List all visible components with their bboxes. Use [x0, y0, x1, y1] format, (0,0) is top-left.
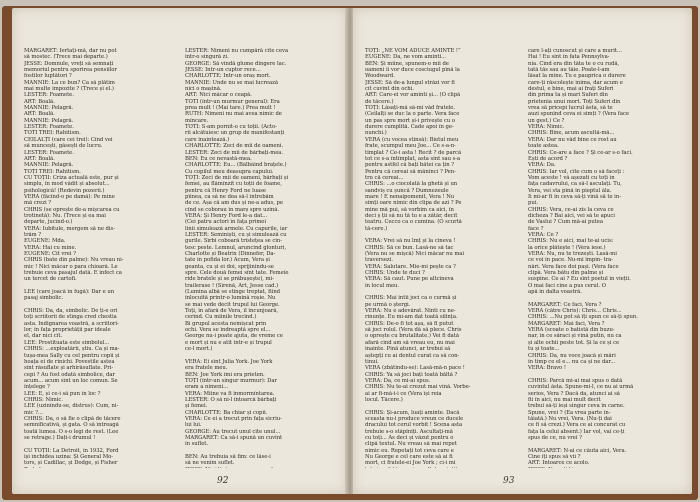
text-line: locul. Tăcere.) — [365, 396, 403, 403]
text-line: hoața ei de rinichi. Povestile astea — [24, 358, 115, 365]
text-line: LEE (care joacă în fugă): Dar e un — [24, 289, 115, 296]
text-line: prietenia unui mort. Toți Suferi din — [528, 98, 621, 105]
text-line: Toți, în afară de Vera, îl încunjoară, — [185, 308, 279, 315]
text-line: VERA: Salutare. Mie-mi pește ca ? — [365, 263, 456, 270]
text-line: femei, au flămînzit cu toții de foame, — [185, 181, 282, 188]
text-line: cît cuvînt din ochi. — [365, 86, 414, 93]
text-line: un tercet de cartofi. — [24, 276, 77, 283]
text-line: VERA: Nu e adevărat. Ninti cu ne- — [365, 308, 456, 315]
text-line: cînd se coborau în marș spre uzină. — [185, 206, 279, 213]
text-line: ride bratele și se prăbușește), mi- — [185, 276, 274, 283]
text-line: în suflet. — [185, 441, 209, 448]
text-line: să muncești, găsești de lucru. — [24, 143, 103, 150]
text-line: mare ! E nenaipomenit, Vera ! Nu — [365, 193, 455, 200]
text-line: pui. — [528, 200, 538, 207]
text-line: LESTER: Seminiști, cu și simulează cu — [185, 231, 287, 238]
text-line: ce fi să crezi.) Vera ce ai concurat cu — [528, 422, 626, 429]
text-line: VERA (scoate o batistă din buzu- — [528, 327, 615, 334]
text-line: MANNIE: Pelagră. — [24, 117, 74, 124]
text-line: LESTER: Foamete. — [24, 149, 74, 156]
text-line: Cu copilul meu deasupra capului. — [185, 168, 274, 175]
text-line: se mai vede decît trupul lui George. — [185, 301, 280, 308]
text-line: e mort și nu e atît intr-e și trupul — [185, 339, 272, 346]
text-line: VERA: Da. — [528, 162, 556, 169]
text-line: lăsat la mine. Tu e pauprica o durere — [528, 73, 626, 80]
text-line: în locul meu. — [365, 282, 400, 289]
text-line: Vom aceste ! vă așezati cu toți în — [528, 174, 615, 181]
text-line: (Ceilalți se duc la o parte. Vera face — [365, 111, 460, 118]
text-line: trebuie s-o stăpîniți. Ascultați-mă — [365, 428, 453, 435]
text-line: CHRIS: Da, nu voce joacă și mări — [528, 352, 616, 359]
text-line: CU TOȚII: Criza actuală este, pur și — [24, 174, 119, 181]
text-line: tată tăs sau au tăie. Poate-l-am — [528, 67, 610, 74]
text-line: George nu-i poate ajuta, de vreme ce — [185, 333, 283, 340]
text-line: gurile. Sîrbi coboară tristețea se cin- — [185, 238, 283, 245]
text-line: Woodward. — [365, 73, 395, 80]
page-number-left: 92 — [217, 476, 229, 486]
text-line: prea mult ! (Mai tare.) Prea mult ! — [185, 105, 276, 112]
text-line: EUGENE: Mda. — [24, 238, 66, 245]
text-line: psihologică! (Redevin pozerii.) — [24, 187, 105, 194]
page-number-right: 93 — [503, 476, 515, 486]
text-line: apă în dalta voastră. — [528, 289, 582, 296]
text-line: cerînd. Cu mîinile trecînd.) — [185, 314, 257, 321]
text-line: RUTH: Nimeni nu mai avea nimic de — [185, 111, 282, 118]
text-line: vrea să pricepi lucrul ăsta, să te — [528, 105, 613, 112]
text-line: tîmplat ? Ce-i asta ! Recit ? de parcă — [365, 149, 462, 156]
text-line: VERA: Vrei să nu lmț și la cineva ! — [365, 238, 456, 245]
text-line: CHRIS: Da, da, simbolic. De ți-e ori — [24, 308, 118, 315]
text-line: BEN: Și mîine, spunem-o mii de — [365, 60, 449, 67]
text-line: se retrage.) Dați-i drumul ! — [24, 434, 96, 441]
text-line: cuvintul ăsta. Spune-mi-l, ce nu ai urmă — [528, 384, 634, 391]
text-line: Ii mi-ar fi în ceva să-ți vină să te in- — [528, 193, 621, 200]
text-line: MANNIE: Unde nu se mai lucrează — [185, 79, 278, 86]
text-line: Spune, vrei ? (Ea vrea parte în- — [528, 409, 611, 416]
text-line: CHRIS: Mai întîi joci ca o curmă și — [365, 295, 457, 302]
text-line: să ne venim suflet. — [185, 460, 235, 467]
text-line: un pas spre mort și-i privește cu o — [365, 117, 455, 124]
text-line: VERA: Bravo ! — [528, 365, 566, 372]
text-line: trotinetă): Nu. (Trece și ea mai — [24, 212, 106, 219]
text-line: care înaintează.) — [185, 136, 230, 143]
text-line: toți scriitorii de stînga cred chestia — [24, 314, 117, 321]
text-line: dicheza ? Bai aici, vei să te apuci — [528, 212, 615, 219]
text-line: MARGARET: Iertați-mă, dar nu pot — [24, 48, 117, 54]
text-line: teatru. Cecco ca o cumina. (O scurtă — [365, 219, 462, 226]
text-line: tu și toate... — [528, 346, 560, 353]
text-line: MARGARET: N-ai ce căuta aici, Vera. — [528, 447, 627, 454]
text-line: VERA: Da, ce mi-ai spus. — [365, 377, 431, 384]
text-line: rinunțe. Eu mi-am dat toată silința. — [365, 314, 458, 321]
text-line: MANNIE: Pelagră. — [24, 162, 74, 169]
text-line: tinui. — [365, 358, 379, 365]
text-line: geanta, cu și ei doi, sprijinindu-se — [185, 263, 274, 270]
text-line: cepi ? Au fost odată simbolice, dar — [24, 371, 115, 378]
text-line: care l-ați cunoscut și care a murit... — [528, 48, 622, 54]
text-line: afară cînd am să vreau eu, nu mai — [365, 339, 455, 346]
text-line: ART: Nici măcar o ceapă. — [185, 92, 252, 99]
text-line: EUGENE: Da, ne vom aminti... — [365, 54, 447, 61]
text-line: BEN: Joe York îmi era prieten. — [185, 371, 265, 378]
text-line: cu toți... As deci și văzut pentru o — [365, 434, 454, 441]
text-line: nici o mașină. — [185, 86, 222, 93]
text-line: tușa-mea Sally cu cel pentru copii și — [24, 352, 120, 359]
text-line: VERA (către Chris): Chris... Chris... — [528, 308, 622, 315]
text-line: CHRIS: Ya să joci bați toată băltă ? — [365, 371, 458, 378]
text-line: CHRIS: ...Nu pot să îți spun ce să-ți spun. — [528, 314, 638, 321]
text-line: CU TOȚII: La Detroit, în 1932, Ford — [24, 447, 119, 454]
text-line: clipă textul. Nu vreau să mai repet — [365, 441, 457, 448]
text-line: EUGENE: Cît vrei ? — [24, 251, 76, 257]
text-line: în timp ce el e... nu ca și ne dar... — [528, 358, 616, 365]
text-line: tate în pofida lor.) Acum, Vera și — [185, 257, 270, 264]
text-line: CHRIS: Ce-are a face ? Și ce-ar s-o faci. — [528, 149, 633, 156]
text-line: MANNIE: Pelagră. — [24, 105, 74, 112]
text-line: deci ș ții să nu tă tu e a zătăr, decît — [365, 212, 458, 219]
text-line: VERA (făcînd-o pe damă): Pe mine — [24, 193, 115, 200]
text-line: face ? — [528, 225, 544, 232]
text-line: sandviș cu șuncă ? Dumnezeule — [365, 187, 449, 194]
text-line: serios, Vera ? Dacă da, atunci ai să — [528, 390, 620, 397]
text-line: ce voi în pace. Nu-mi împin- tra- — [528, 257, 614, 264]
text-line: VERA: Hai cu mine. — [24, 244, 77, 251]
text-line: mic ! Nici măcar o para chioară. Le — [24, 263, 118, 270]
text-line: CHARLOTTE: Eu... (Bâlbâind brațele.) — [185, 162, 287, 169]
text-line: semnificativă, și gata. O să întreagă — [24, 422, 119, 429]
text-line: nări. Vera face doi pași. (Vera face — [528, 263, 619, 270]
text-line — [528, 467, 682, 468]
text-line: să joci rolul. (Vera dă să plece. Chris — [365, 327, 462, 334]
book — [2, 6, 698, 500]
text-line: mic ?... — [24, 409, 43, 416]
text-line: mă crezi ? — [24, 200, 52, 207]
text-line: trăm ? — [24, 231, 42, 238]
text-line: VERA: Iubitule, mergem să ne dis- — [24, 225, 115, 232]
text-line: fii în aici, nu mai mult decît — [528, 396, 601, 403]
text-line: care-ți răscolește inima, dar acum e — [528, 79, 623, 86]
text-line: TOTI: S-am pornit-o cu toții. (Acto- — [185, 124, 277, 131]
text-line: ochi. Vera se îndreaptă spre el... — [185, 327, 271, 334]
text-line: CHRIS: Și-acum, luați aminte. Dacă — [365, 409, 460, 416]
text-line: GEORGE: Să vindă glume dingere lac. — [185, 60, 287, 67]
text-line: CHARLOTTE: Într-un oraș mort. — [185, 73, 271, 80]
text-line: BEN: Au trebuia să fim: ce lăse-i — [185, 454, 271, 460]
text-line: de Vaslui ? Cum mă-ai putea — [528, 219, 603, 226]
text-line: VERA: Mîine va fi înmormîntarea. — [185, 390, 275, 397]
text-line: aștepți cu ai dentul curat ca să con- — [365, 352, 460, 359]
text-line: CHRIS: Nu te-ai crezut mai vină. Vorbe- — [365, 384, 471, 391]
text-line: tă-cere.) — [365, 225, 388, 232]
text-line: la orice plătește ! (Vera iese.) — [528, 244, 606, 251]
text-line: simți oare nimic din clipa de azi ? Pe — [365, 200, 462, 207]
text-line: ART: Care-ei vor aminti și... (O clipă — [365, 92, 461, 99]
text-line: înlocuită printr-o lumină roșie. Nu — [185, 295, 276, 302]
text-line: și alte ochii peste tot. Și la ce și ce — [528, 339, 620, 346]
text-line: LESTER: Nimeni nu cumpără cîte ceva — [185, 48, 289, 54]
text-line: să mostec. (Trece mai departe.) — [24, 54, 108, 61]
text-line: trebuie ceva pasajul dată. E infect ca — [24, 270, 122, 277]
text-line: mîncare. — [185, 117, 209, 124]
text-line: traversezi. — [365, 257, 393, 264]
text-line: Charlotte și Beatrix (Dinnefer, Da- — [185, 251, 276, 257]
text-line: și femei. — [185, 403, 208, 410]
text-line: (Vera nu se mișcă) Nici măcar nu mai — [365, 251, 465, 257]
text-line: Nu George e cel care este să ai fi — [365, 454, 453, 460]
text-line: TOȚI: Zeci de mii de oameni, bărbați și — [185, 174, 289, 181]
text-line: într-o singură zi. — [185, 54, 229, 61]
text-line: CHRIS: Iar vol, cîte cum o să faceți : — [528, 168, 625, 175]
text-line: asta. Indignarea voastră, a scriitori- — [24, 320, 119, 327]
text-line: nimic eu. Repetați tot ceva care e — [365, 447, 454, 454]
text-line: tesc peste. Lemnul, aruncînd glonturi, — [185, 244, 286, 251]
text-line: VERA: Ei sînt Julia York. Joe York — [185, 358, 273, 365]
text-line: din prima ta și mari Suferi din — [528, 92, 608, 99]
text-line: LESTER: Foamete. — [24, 92, 74, 99]
text-line: nia. Cînd era din tăta te o cu rudă, — [528, 60, 620, 67]
text-line: sînt răsuflate și arhirăsuflate. Pri- — [24, 365, 114, 372]
text-line: un gest.) Ce ? — [528, 117, 565, 124]
text-line — [365, 467, 519, 468]
text-line — [24, 467, 176, 468]
text-line: mort, ci fratele-ei Joe York ; ci-i mi — [365, 460, 456, 467]
text-line: CHRIS: Vera, ce-ai zis la ceva ce — [528, 206, 614, 213]
text-line: spre. Cele două femei sînt tate. Femeie — [185, 270, 289, 277]
text-line: trailerase ! (Sirenă, Art, Jesse cad.) — [185, 282, 279, 289]
text-line: Ești de acord ? — [528, 155, 568, 162]
text-line: LEE: Prostituata este simbolul... — [24, 339, 110, 346]
text-line: CHRIS: ...exploatării, știu. Ca și ma- — [24, 346, 120, 353]
text-line: CHRIS: Să ce bun. Lasă-ne să tac — [365, 244, 454, 251]
text-line: TOȚI: „NE VOM ADUCE AMINTE !” — [365, 48, 461, 54]
text-line: Pentru că cereai să mănînci ? Pen- — [365, 168, 456, 175]
left-page-column-1 — [24, 48, 176, 468]
text-line: Vera, vei sta pînă în pieptul ăla. — [528, 187, 612, 194]
text-line: MARGARET: Ca să-i spună un cuvînt — [185, 434, 283, 441]
text-line: TOTI TREI: Rahitism. — [24, 130, 81, 137]
text-line: TOȚI (într-un singur murmur): Dar — [185, 377, 277, 384]
text-line: CHRIS: Nu e aici, mai te-ai ucis: — [528, 238, 614, 245]
text-line: LEE (uzinîndu-se, distrus): Cum, ni- — [24, 403, 119, 410]
text-line: auzi spunînd ceva ei simți ? (Vera face — [528, 111, 629, 118]
text-line: pasaj simbolic. — [24, 295, 64, 302]
left-page — [12, 8, 347, 494]
text-line: VERA: Să caut. Pune pe altcineva — [365, 276, 454, 283]
text-line: înțelege ? — [24, 384, 50, 391]
text-line: LESTER: Zeci de mii de bărbați-mea. — [185, 149, 284, 156]
text-line: TOTI (într-un murmur general): Era — [185, 98, 280, 105]
text-line: era fratele meu. — [185, 365, 228, 372]
text-line: CHARLOTTE: Zeci de mii de oameni. — [185, 143, 284, 150]
text-line: GEORGE: Au trecut unul cîte unul... — [185, 428, 281, 435]
right-page — [353, 8, 692, 494]
text-line: mai multe impozite ? (Trece și el.) — [24, 86, 114, 93]
text-line: tors, și Cadillac, și Dodge, și Fisher — [24, 460, 118, 467]
text-line: eram a nimeni... — [185, 384, 228, 391]
text-line: Hai ! Eu sînt în fata Pennsylva- — [528, 54, 610, 61]
text-line: ai ar fi-mă-i-i ce (Vera își reia — [365, 390, 442, 397]
text-line: VERA: Nimic. — [528, 124, 565, 131]
text-line: MANNIE: La ce bun? Ca să plătim — [24, 79, 115, 86]
text-line: CHRIS: Bine, acum ascultă-mă... — [528, 130, 615, 137]
text-line: LESTER: O să ni-l întoarcă bărbați — [185, 396, 277, 403]
text-line: își închidea uzina: Și General Mo- — [24, 454, 113, 460]
text-line: oameni îi vor duce cosciugul pînă la — [365, 67, 460, 74]
text-line: (Cei patru actori în fața primei — [185, 219, 267, 226]
text-line: CHRIS: ...o ciocolată la ghetă și un — [365, 181, 458, 188]
text-line: o oprește cu brutalitate.) Vei fi dată — [365, 333, 459, 340]
text-line: acum... acum sînt un loc comun. Se — [24, 377, 118, 384]
text-line: rii alcătuiesc un grup de manifestanți — [185, 130, 285, 137]
text-line: memoriul pentru sporirea pensiilor — [24, 67, 117, 74]
text-line — [185, 467, 337, 468]
text-line: CHRIS: Parcă mi-ai mai spus o dată — [528, 377, 623, 384]
text-line: O mai faci cine a pus cerul. O — [528, 282, 606, 289]
text-line: fața cadavrului, ca să-l asculați. Tu, — [528, 181, 622, 188]
text-line: lor, în fața proprietății par ideale — [24, 327, 111, 334]
text-line: mine mă pui, să vorbim ca aici, în — [365, 206, 454, 213]
text-line: Bi grupul acesta nemișcat prin — [185, 320, 267, 327]
text-line: TOȚI: Lăsați-mă să-mi văd fratele. — [365, 105, 456, 112]
text-line: durere cumplită. Cade apoi în ge- — [365, 124, 454, 131]
text-line: JESSE: Să de-a lungul străzi vor fi — [365, 79, 455, 86]
text-line: LEE: E, și ce-i să pun în loc ? — [24, 390, 101, 397]
right-page-column-2 — [528, 48, 682, 468]
text-line: pentru că Henry Ford ne luase — [185, 187, 266, 194]
text-line: departe, jucînd-o.) — [24, 219, 73, 226]
text-line: ART: Boală. — [24, 155, 55, 162]
text-line: TOȚI TREI: Rahitism. — [24, 168, 81, 175]
text-line: toată lumea. O s-o legi de rest. (Lee — [24, 428, 119, 435]
text-line: dracului tot cerul vorbit ! Scena asta — [365, 422, 463, 429]
text-line: CEILALȚI (care cei trei): Cînd vei — [24, 136, 113, 143]
text-line: VERA: Ce ei a trecut prin fața sicriu- — [185, 415, 282, 422]
text-line: ce-l mort.) — [185, 346, 213, 353]
text-line: simplu, în mod vădit și absolut... — [24, 181, 110, 188]
text-line: suspine. Ce ai ? Eu sînt poetul în vieții. — [528, 276, 631, 283]
text-line: sceasta nu-i produce vreun ce ducele — [365, 415, 464, 422]
text-line: JESSE: Într-un cuptor rece... — [185, 67, 261, 74]
text-line: BEN: Eu ce nevastă-mea. — [185, 155, 252, 162]
text-line: tru că cereai... — [365, 174, 404, 181]
text-line: CHRIS: De-o fi tot așa, să fi putut — [365, 320, 454, 327]
text-line: înainte. Pînă atunci, ar trebui să — [365, 346, 451, 353]
text-line: lui lui. — [185, 422, 202, 429]
text-line: LESTER: Foamete. — [24, 124, 74, 131]
text-line: Cine îți spus să vii ? — [528, 454, 581, 460]
text-line: MARGARET: Ce faci, Vera ? — [528, 301, 602, 308]
text-line: spus de ce, nu vrei ? — [528, 434, 582, 441]
text-line: tăiată.) Nu vrei, Vera. (Nu-ți dai — [528, 415, 612, 422]
text-line: nar, în ce săraci și vină putin, nu ca — [528, 333, 622, 340]
text-line: pentru astfel că bați bătei ca țin ? — [365, 162, 454, 169]
text-line: pe urmă o ștergi. — [365, 301, 411, 308]
right-page-column-1 — [365, 48, 519, 468]
text-line: JESSE: Domnule, vreți să semnați — [24, 60, 114, 67]
text-line: nunchi.) — [365, 130, 387, 137]
text-line: VERA: Dar nu văd bine ce rost au — [528, 136, 617, 143]
text-line: VERA: Și Henry Ford le-a dat... — [185, 212, 268, 219]
text-line: frate, scumpul meu Joe... Ce s-a-n- — [365, 143, 456, 150]
text-line: destul, e bine, mai ai frați Suferi — [528, 86, 614, 93]
text-line: ART: Intoarce ce acolo. — [528, 460, 590, 467]
text-line: ART: Boală. — [24, 111, 55, 118]
text-line: MARGARET: Mai faci, Vera ? — [528, 320, 605, 327]
left-page-column-2 — [185, 48, 337, 468]
text-line: el, dar nici cît. — [24, 333, 63, 340]
text-line: VERA (zbătindu-se): Lasă-mă-n pace ! — [365, 365, 465, 372]
text-line: VERA (cu vocea stinsă): Bietul meu — [365, 136, 459, 143]
text-line: fața la celui absent.) Iar vol, vai ce-ți — [528, 428, 625, 435]
text-line: de ce. Așa că am dus și ne-a adus, pe — [185, 200, 283, 207]
text-line: VERA: Nu, nu te trezești. Lasă-mi — [528, 251, 617, 257]
text-line: ART: Boală. — [24, 98, 55, 105]
text-line: linii simulează armele. Cu capurile, iar — [185, 225, 288, 232]
text-line: clipă. Vera bătu din palme și — [528, 270, 604, 277]
text-line: CHRIS: Unde te duci ? — [365, 270, 425, 277]
text-line: trebui să-ți ieși singur ceva în carne. — [528, 403, 625, 410]
text-line: toate astea. — [528, 143, 559, 150]
text-line: CHRIS (se oprește de-a mișcarea cu — [24, 206, 120, 213]
text-line: (Lumina albă se stinge treptat, fiind — [185, 289, 281, 296]
text-line: VERA: Ce ? — [528, 231, 559, 238]
text-line: CHARLOTTE: Ba chiar și copii. — [185, 409, 268, 416]
text-line: tot ce s-a întîmplat, asta sînt sau s-a — [365, 155, 461, 162]
text-line: pîinea, ca să ne dea să-l întrebăm — [185, 193, 274, 200]
text-line: CHRIS: Da, o să fie o clipă de tăcere — [24, 415, 121, 422]
text-line: CHRIS: Nimic. — [24, 396, 63, 403]
text-line: fostilor luptători ? — [24, 73, 72, 80]
text-line: de tăcere.) — [365, 98, 394, 105]
text-line: CHRIS (bate din palme): Nu vreau ni- — [24, 257, 124, 264]
